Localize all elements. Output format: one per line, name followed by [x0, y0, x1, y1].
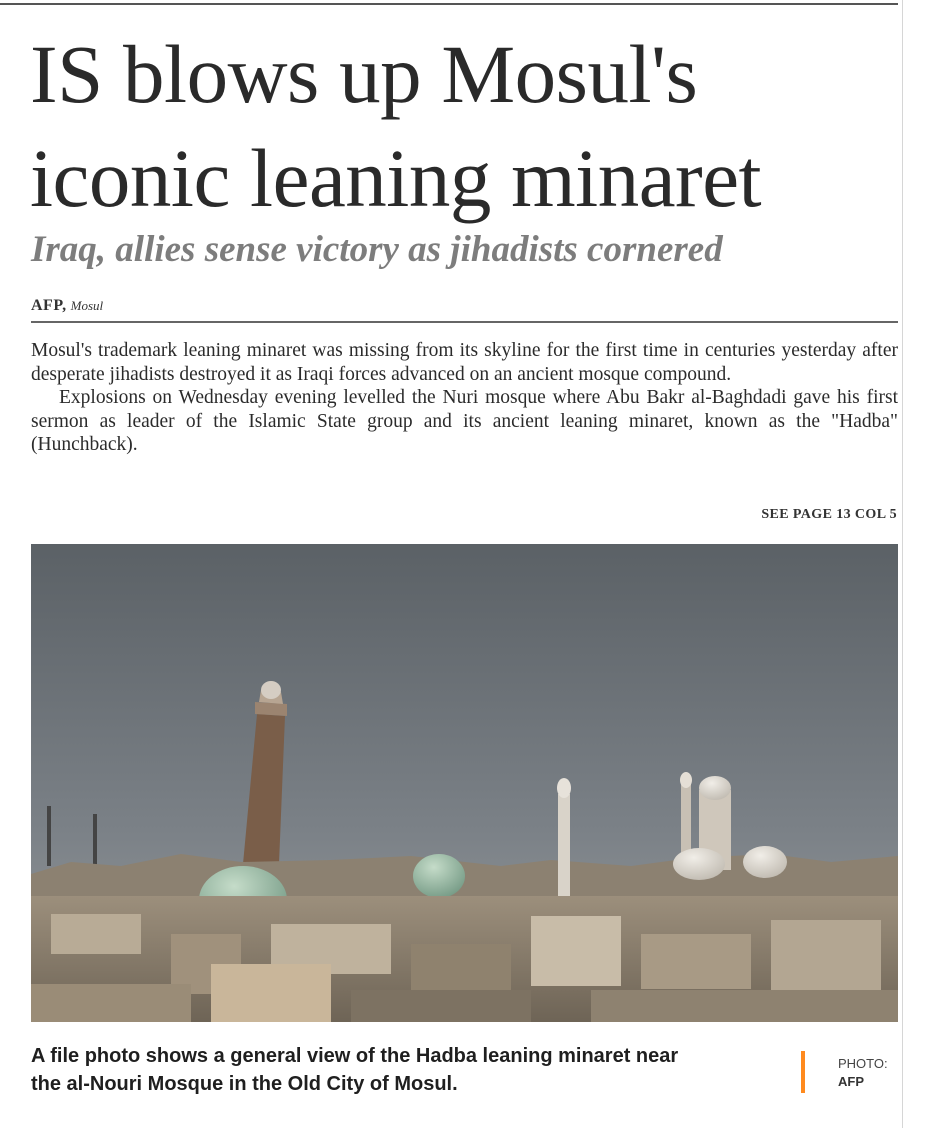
photo-credit [838, 1055, 888, 1091]
paragraph-2: Explosions on Wednesday evening levelled the Nuri mosque where Abu Bakr al-Baghdadi gave his first sermon as leader of the Islamic State group and its ancient leaning minaret, known as the "Hadba" (Hunchback). [31, 387, 898, 456]
credit-source: AFP [838, 1074, 864, 1089]
paragraph-1: Mosul's trademark leaning minaret was missing from its skyline for the first time in centuries yesterday after desperate jihadists destroyed it as Iraqi forces advanced on an ancient mosque compound. [31, 340, 898, 385]
mosul-skyline-illustration [31, 544, 898, 1022]
headline-line-2: iconic leaning minaret [30, 132, 762, 224]
news-photo [31, 544, 898, 1022]
article-body [31, 339, 898, 457]
credit-label: PHOTO: [838, 1056, 888, 1071]
page-edge-rule [902, 0, 903, 1128]
caption-line-2: the al-Nouri Mosque in the Old City of Mosul. [31, 1073, 458, 1095]
headline [30, 22, 898, 230]
headline-line-1: IS blows up Mosul's [30, 28, 698, 120]
green-dome-center [413, 854, 465, 898]
credit-accent-bar [801, 1051, 805, 1093]
continuation-note: SEE PAGE 13 COL 5 [761, 507, 897, 522]
photo-caption [31, 1042, 771, 1098]
top-rule [0, 3, 898, 5]
byline-rule [31, 321, 898, 323]
byline-agency: AFP, [31, 297, 67, 314]
byline [31, 297, 103, 315]
caption-line-1: A file photo shows a general view of the Hadba leaning minaret near [31, 1045, 679, 1067]
subheadline: Iraq, allies sense victory as jihadists cornered [31, 229, 723, 270]
byline-location: Mosul [70, 298, 104, 313]
